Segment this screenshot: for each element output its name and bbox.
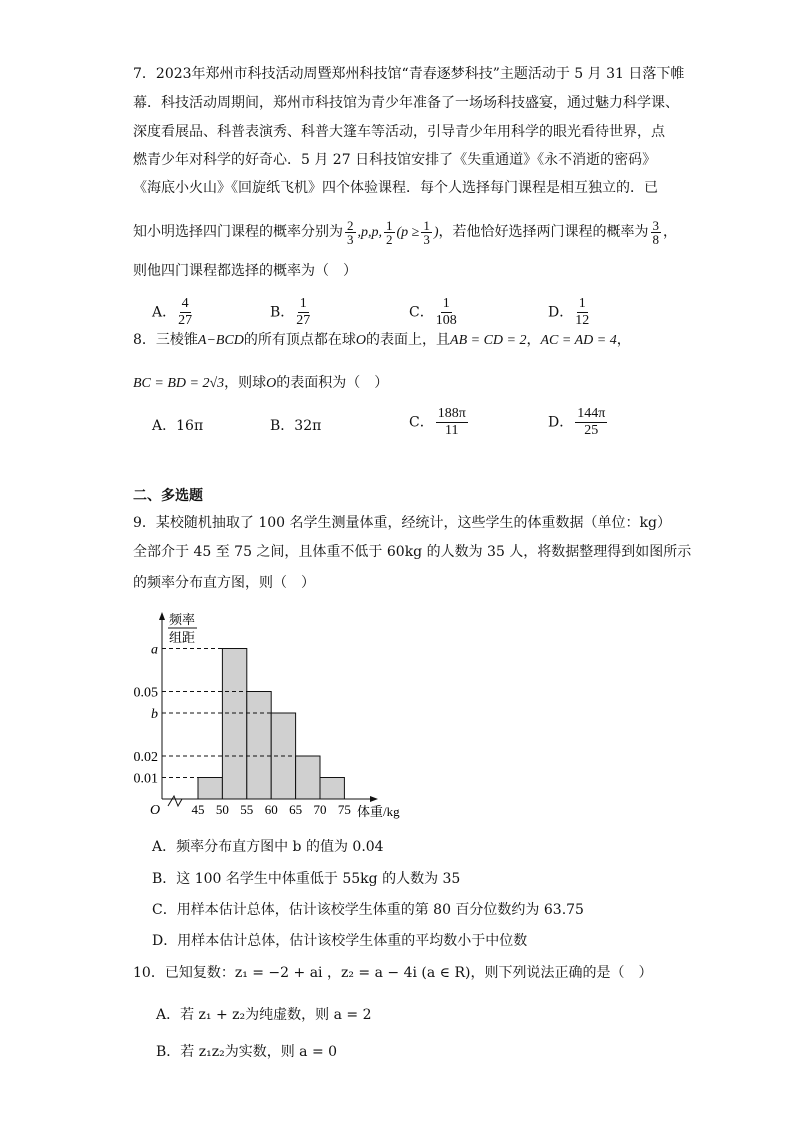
q9-option-d[interactable]: D．用样本估计总体，估计该校学生体重的平均数小于中位数 <box>152 933 528 949</box>
numerator: 2 <box>347 217 354 233</box>
histogram-bar <box>247 692 271 800</box>
numerator: 188π <box>437 406 466 421</box>
denominator: 11 <box>445 423 459 438</box>
x-axis-arrow <box>370 796 378 802</box>
y-tick-label: b <box>151 707 158 722</box>
histogram-bar <box>222 649 246 800</box>
text: ， <box>616 332 631 348</box>
math: ) <box>433 225 439 240</box>
math: ,p,p, <box>357 225 382 240</box>
option-label: C． <box>409 414 434 431</box>
q8-option-c[interactable] <box>409 406 470 439</box>
y-axis-label-denominator: 组距 <box>169 630 196 645</box>
text: 的表面积为（ ） <box>276 375 389 391</box>
math: AC = AD = 4 <box>540 333 617 348</box>
x-tick-label: 75 <box>337 802 351 817</box>
section-heading: 二、多选题 <box>133 488 203 504</box>
q9-line-2: 全部介于 45 至 75 之间，且体重不低于 60kg 的人数为 35 人，将数据整理得到如图所示 <box>133 544 692 560</box>
fraction <box>436 406 468 439</box>
numerator: 3 <box>652 217 660 233</box>
denominator: 3 <box>423 231 430 247</box>
fraction <box>296 296 310 329</box>
x-tick-label: 50 <box>215 802 229 817</box>
fraction <box>575 406 607 439</box>
option-label: A． <box>152 418 177 434</box>
option-value: 16π <box>176 418 204 434</box>
text: 8．三棱锥 <box>133 332 198 348</box>
math: A−BCD <box>197 333 244 348</box>
fraction <box>345 219 356 246</box>
q7-line-7: 则他四门课程都选择的概率为（ ） <box>133 263 357 279</box>
math: AB = CD = 2 <box>450 333 527 348</box>
fraction <box>436 296 457 329</box>
q7-line-2: 幕．科技活动周期间，郑州市科技馆为青少年准备了一场场科技盛宴，通过魅力科学课、 <box>133 95 679 111</box>
option-label: C． <box>409 304 434 321</box>
option-label: A． <box>152 304 177 321</box>
text: ，则球 <box>224 375 267 391</box>
denominator: 25 <box>584 423 599 438</box>
math: BC = BD = 2√3 <box>133 376 225 391</box>
q8-line-2 <box>133 373 388 394</box>
y-tick-label: 0.01 <box>133 771 158 787</box>
denominator: 27 <box>296 313 311 328</box>
option-label: B． <box>270 304 295 321</box>
x-tick-label: 70 <box>313 802 327 817</box>
q7-option-a[interactable] <box>152 296 194 329</box>
q9-option-c[interactable]: C．用样本估计总体，估计该校学生体重的第 80 百分位数约为 63.75 <box>152 902 584 918</box>
numerator: 4 <box>181 296 189 311</box>
denominator: 3 <box>347 231 354 247</box>
q9-line-3: 的频率分布直方图，则（ ） <box>133 575 315 591</box>
denominator: 8 <box>652 231 660 247</box>
q7-line-1: 7．2023年郑州市科技活动周暨郑州科技馆“青春逐梦科技”主题活动于 5 月 31 日落下帷 <box>133 66 685 82</box>
histogram-bar <box>320 778 344 800</box>
q7-option-c[interactable] <box>409 296 459 329</box>
math: O <box>266 376 277 391</box>
text: 的表面上，且 <box>366 332 451 348</box>
q8-option-b[interactable] <box>270 415 321 435</box>
q7-line-6 <box>133 214 677 251</box>
origin-label: O <box>150 803 161 818</box>
q8-option-d[interactable] <box>548 406 609 439</box>
y-tick-label: 0.05 <box>133 685 158 701</box>
axis-break-mark <box>168 796 182 806</box>
x-tick-label: 55 <box>240 802 254 817</box>
fraction <box>651 219 662 246</box>
numerator: 1 <box>386 217 393 233</box>
text: ， <box>526 332 541 348</box>
q7-option-d[interactable] <box>548 296 591 329</box>
q7-line-5: 《海底小火山》《回旋纸飞机》四个体验课程．每个人选择每门课程是相互独立的．已 <box>133 180 658 196</box>
q9-option-a[interactable]: A．频率分布直方图中 b 的值为 0.04 <box>152 839 384 855</box>
numerator: 144π <box>577 406 606 421</box>
q7-option-b[interactable] <box>270 296 312 329</box>
q8-option-a[interactable] <box>152 415 203 435</box>
option-label: D． <box>548 414 574 431</box>
denominator: 108 <box>435 313 457 328</box>
y-tick-label: a <box>151 642 158 658</box>
option-label: B． <box>270 418 295 434</box>
text: 知小明选择四门课程的概率分别为 <box>133 224 343 240</box>
q10-option-b[interactable]: B．若 z₁z₂为实数，则 a = 0 <box>156 1044 338 1060</box>
x-tick-label: 65 <box>289 802 303 817</box>
option-label: D． <box>548 304 574 321</box>
text: 的所有顶点都在球 <box>243 332 356 348</box>
q10-line-1: 10．已知复数：z₁ = −2 + ai ，z₂ = a − 4i (a ∈ R)，则下列说法正确的是（ ） <box>133 965 653 981</box>
math: O <box>355 333 367 348</box>
q10-option-a[interactable]: A．若 z₁ + z₂为纯虚数，则 a = 2 <box>156 1007 372 1023</box>
histogram-bar <box>198 778 222 800</box>
fraction <box>421 219 432 246</box>
fraction <box>575 296 589 329</box>
y-axis-label-numerator: 频率 <box>169 612 196 627</box>
text: ，若他恰好选择两门课程的概率为 <box>438 224 649 240</box>
x-tick-label: 45 <box>191 802 205 817</box>
q9-option-b[interactable]: B．这 100 名学生中体重低于 55kg 的人数为 35 <box>152 871 461 887</box>
numerator: 1 <box>299 296 307 311</box>
x-axis-label: 体重/kg <box>357 804 400 819</box>
math: (p ≥ <box>396 225 420 240</box>
option-value: 32π <box>294 418 322 434</box>
denominator: 27 <box>178 313 193 328</box>
frequency-histogram <box>130 600 430 830</box>
numerator: 1 <box>442 296 450 311</box>
text: ， <box>663 224 678 240</box>
denominator: 2 <box>386 231 393 247</box>
histogram-bar <box>296 756 320 799</box>
y-tick-label: 0.02 <box>133 750 158 765</box>
q9-line-1: 9．某校随机抽取了 100 名学生测量体重，经统计，这些学生的体重数据（单位：kg） <box>133 515 671 531</box>
q7-line-4: 燃青少年对科学的好奇心．5 月 27 日科技馆安排了《失重通道》《永不消逝的密码》 <box>133 152 657 168</box>
fraction <box>384 219 395 246</box>
y-axis-arrow <box>159 612 165 620</box>
numerator: 1 <box>423 217 430 233</box>
denominator: 12 <box>575 313 590 328</box>
fraction <box>178 296 192 329</box>
q7-line-3: 深度看展品、科普表演秀、科普大篷车等活动，引导青少年用科学的眼光看待世界，点 <box>133 124 665 140</box>
numerator: 1 <box>578 296 586 311</box>
x-tick-label: 60 <box>264 802 278 817</box>
q8-line-1 <box>133 330 631 351</box>
